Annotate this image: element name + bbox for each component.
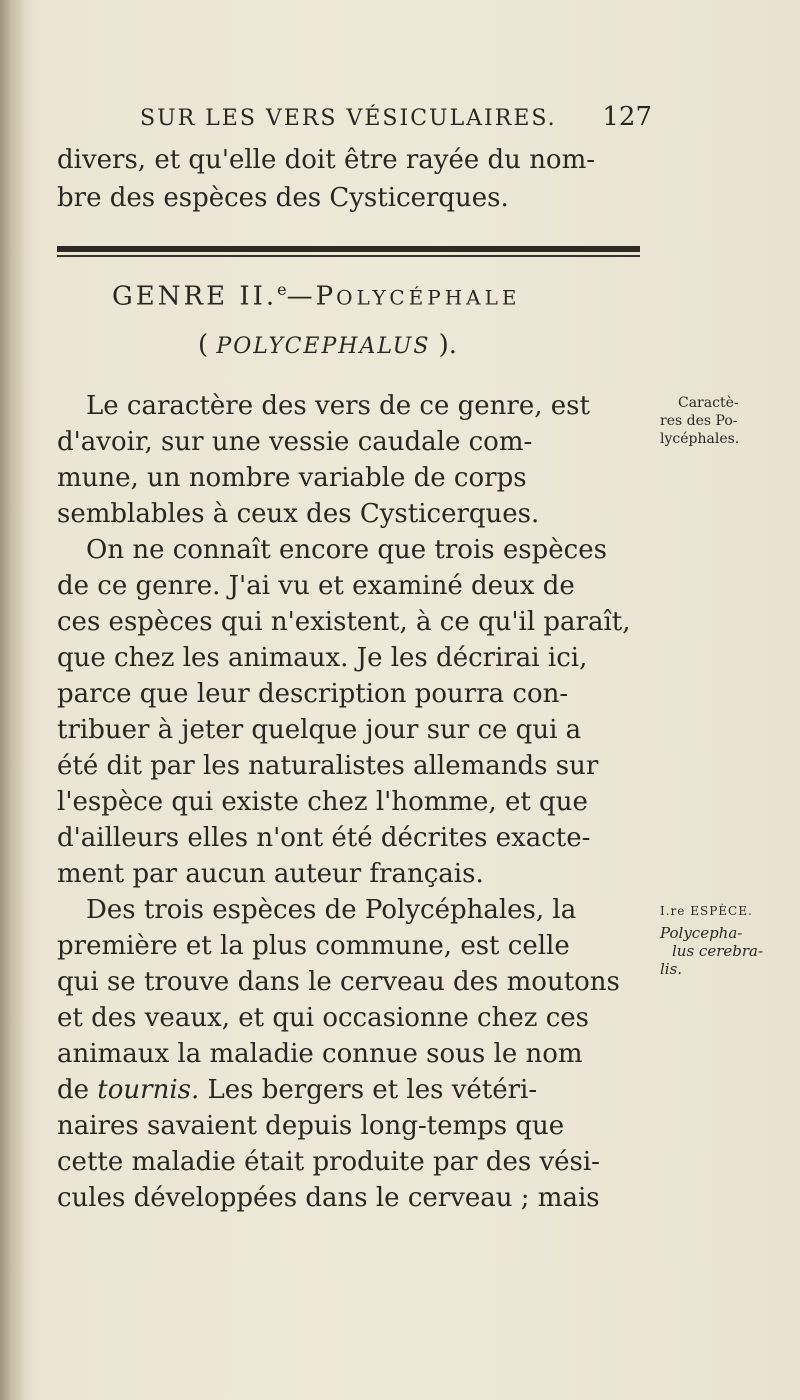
text-line: ment par aucun auteur français. [57,859,484,889]
text-line: première et la plus commune, est celle [57,931,570,961]
margin-note-line: I.re ESPÈCE. [660,904,753,918]
text-line: d'ailleurs elles n'ont été décrites exacte- [57,823,591,853]
text-line: de ce genre. J'ai vu et examiné deux de [57,571,575,601]
text-line: Le caractère des vers de ce genre, est [86,391,590,421]
margin-note-espece [660,902,790,920]
margin-note-line: res des Po- [660,413,738,429]
text-line: tribuer à jeter quelque jour sur ce qui a [57,715,582,745]
running-head [140,102,660,142]
genre-label: GENRE II. [112,281,278,312]
margin-note-species-name [660,924,790,978]
text-line: On ne connaît encore que trois espèces [86,535,607,565]
text-line: d'avoir, sur une vessie caudale com- [57,427,533,457]
italic-term: tournis. [97,1075,200,1105]
genre-superscript: e [277,280,287,299]
text-line [57,1072,647,1108]
latin-close: ). [430,330,458,360]
text-line: et des veaux, et qui occasionne chez ces [57,1003,589,1033]
section-rule-thick [57,246,640,252]
text-fragment: Les bergers et les vétéri- [207,1075,538,1105]
text-line: semblables à ceux des Cysticerques. [57,499,540,529]
text-line: parce que leur description pourra con- [57,679,569,709]
latin-name: POLYCEPHALUS [216,334,431,359]
running-head-title: SUR LES VERS VÉSICULAIRES. [140,106,557,131]
page-number: 127 [602,102,652,132]
text-line: bre des espèces des Cysticerques. [57,183,509,213]
text-line: qui se trouve dans le cerveau des moutons [57,967,620,997]
text-line: l'espèce qui existe chez l'homme, et que [57,787,588,817]
text-line: divers, et qu'elle doit être rayée du nom- [57,145,596,175]
text-line: naires savaient depuis long-temps que [57,1111,565,1141]
margin-note-line: Polycepha- [660,924,743,942]
margin-note-caracteres [660,394,790,448]
text-line: Des trois espèces de Polycéphales, la [86,895,577,925]
section-rule-thin [57,255,640,257]
margin-note-line: lis. [660,960,683,978]
margin-note-line: lycéphales. [660,431,740,447]
text-line: été dit par les naturalistes allemands sur [57,751,599,781]
text-line: ces espèces qui n'existent, à ce qu'il paraît, [57,607,631,637]
text-line: cules développées dans le cerveau ; mais [57,1183,600,1213]
page-binding-shadow [0,0,26,1400]
latin-open: ( [198,330,217,360]
text-fragment: de [57,1075,98,1105]
genre-dash: —P [286,281,337,312]
text-line: mune, un nombre variable de corps [57,463,527,493]
margin-note-line: Caractè- [678,395,739,411]
genre-name: OLYCÉPHALE [336,285,521,310]
text-line: cette maladie était produite par des vési- [57,1147,600,1177]
genre-latin-heading [198,330,598,360]
margin-note-line: lus cerebra- [672,942,764,960]
text-line: animaux la maladie connue sous le nom [57,1039,583,1069]
genre-heading [112,280,632,312]
text-line: que chez les animaux. Je les décrirai ici, [57,643,588,673]
